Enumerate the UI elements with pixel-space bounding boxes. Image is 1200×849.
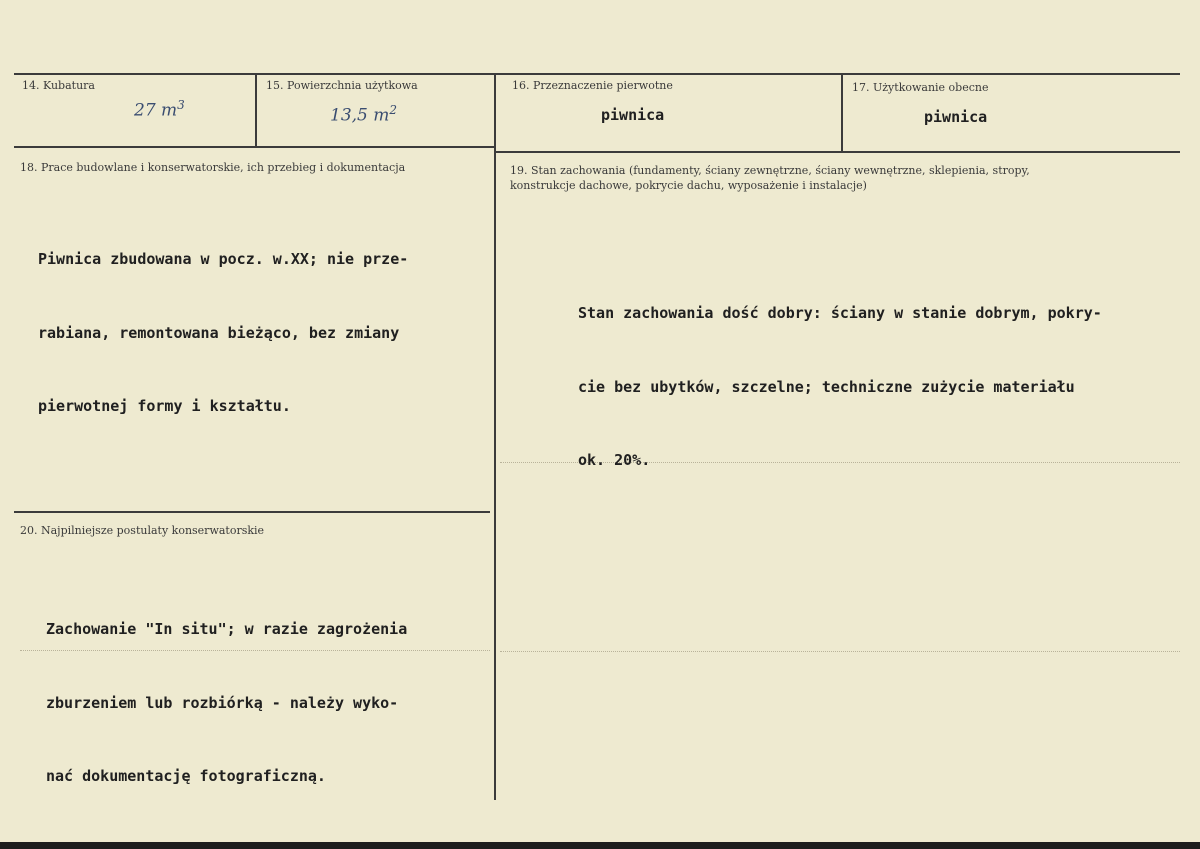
kubatura-number: 27 [134, 100, 156, 121]
field-14-value [134, 98, 185, 121]
field-14-label: 14. Kubatura [22, 79, 95, 92]
field-18-line: rabiana, remontowana bieżąco, bez zmiany [38, 323, 400, 342]
field-20-label: 20. Najpilniejsze postulaty konserwatorskie [20, 524, 265, 537]
field-15-value [330, 103, 397, 126]
field-16-value: piwnica [601, 106, 665, 124]
guide-line [500, 651, 1180, 652]
divider-18-20 [14, 511, 490, 513]
field-19-text [578, 252, 1102, 522]
kubatura-exponent: 3 [177, 98, 185, 112]
divider-15-16 [494, 73, 496, 800]
field-15-label: 15. Powierzchnia użytkowa [266, 79, 418, 92]
field-17-label: 17. Użytkowanie obecne [852, 81, 989, 94]
field-20-line: zburzeniem lub rozbiórką - należy wyko- [46, 693, 399, 712]
area-exponent: 2 [389, 103, 398, 117]
area-unit: m [373, 105, 390, 126]
field-18-label: 18. Prace budowlane i konserwatorskie, ich przebieg i dokumentacja [20, 161, 406, 174]
top-rule [14, 73, 1180, 75]
scan-bottom-edge [0, 842, 1200, 849]
area-number: 13,5 [330, 105, 368, 126]
field-19-line: Stan zachowania dość dobry: ściany w stanie dobrym, pokry- [578, 304, 1102, 322]
row1-bottom-rule-right [496, 151, 1180, 153]
field-18-line: Piwnica zbudowana w pocz. w.XX; nie prze- [38, 250, 409, 268]
field-20-line: Zachowanie "In situ"; w razie zagrożenia [46, 620, 408, 638]
kubatura-unit: m [161, 100, 178, 121]
field-19-line: cie bez ubytków, szczelne; techniczne zużycie materiału [578, 377, 1075, 396]
field-16-label: 16. Przeznaczenie pierwotne [512, 79, 673, 92]
field-17-value: piwnica [924, 108, 988, 126]
field-20-text [46, 568, 407, 838]
field-20-line: nać dokumentację fotograficzną. [46, 767, 326, 785]
field-19-label: 19. Stan zachowania (fundamenty, ściany zewnętrzne, ściany wewnętrzne, sklepienia, stropy, konstrukcje dachowe, pokrycie dachu, wyposażenie i instalacje) [510, 164, 1030, 192]
field-18-line: pierwotnej formy i kształtu. [38, 397, 291, 415]
divider-16-17 [841, 73, 843, 152]
field-19-line: ok. 20%. [578, 451, 651, 469]
field-18-text [38, 198, 408, 468]
divider-14-15 [255, 73, 257, 147]
